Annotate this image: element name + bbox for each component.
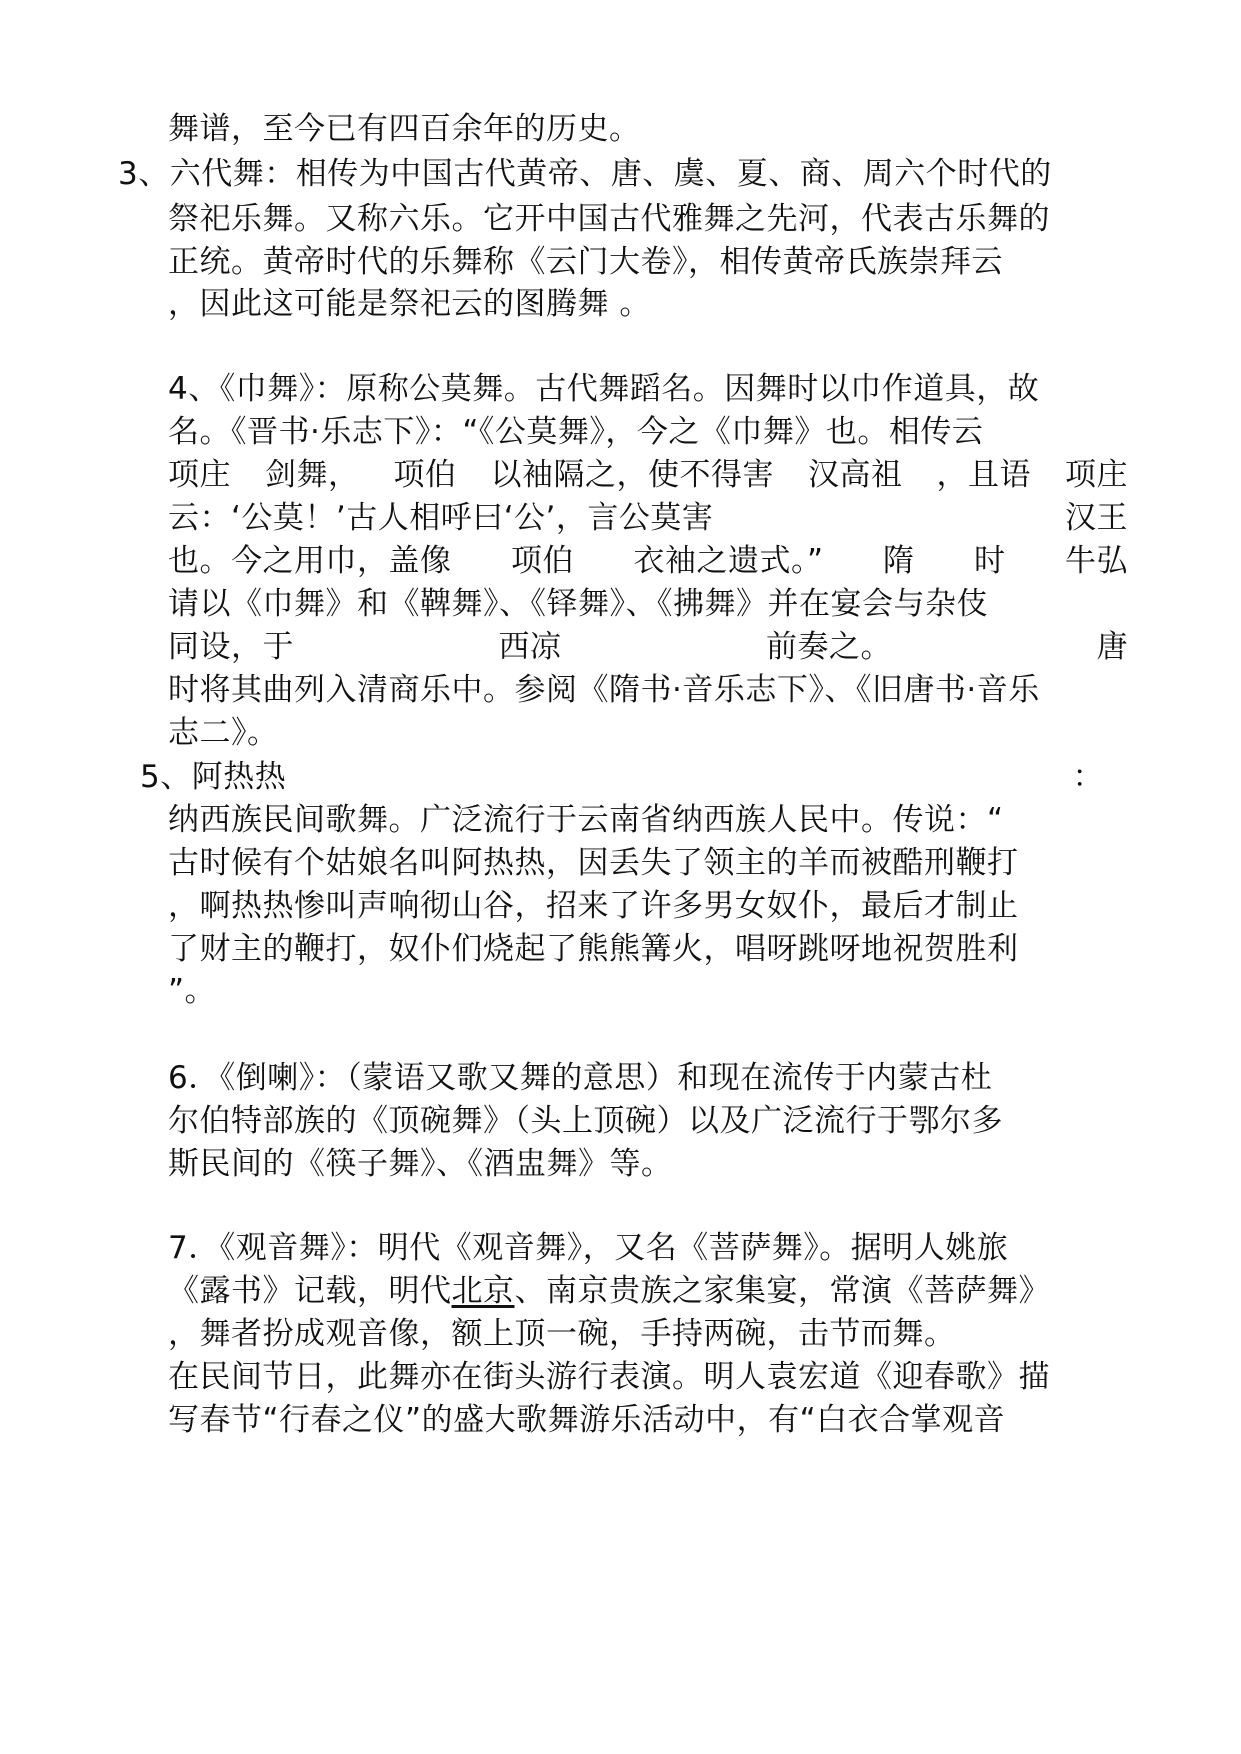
text-line: 尔伯特部族的《顶碗舞》（头上顶碗）以及广泛流行于鄂尔多 — [168, 1103, 1003, 1139]
text-line: 写春节“行春之仪”的盛大歌舞游乐活动中，有“白衣合掌观音 — [168, 1402, 1006, 1438]
text-line: 古时候有个姑娘名叫阿热热，因丢失了领主的羊而被酷刑鞭打 — [168, 845, 1019, 881]
text-segment: ，且语 — [936, 457, 1031, 493]
text-line: 6．《倒喇》：（蒙语又歌又舞的意思）和现在流传于内蒙古杜 — [168, 1060, 993, 1096]
text-line — [168, 1268, 1128, 1314]
text-segment: 唐 — [1096, 629, 1128, 665]
text-line: 请以《巾舞》和《鞞舞》、《铎舞》、《拂舞》并在宴会与杂伎 — [168, 586, 988, 622]
text-line — [140, 754, 1104, 800]
text-segment: 项伯 — [510, 543, 574, 579]
text-segment: 前奏之。 — [766, 629, 892, 665]
text-segment: 衣袖之遗式。” — [633, 543, 824, 579]
text-line — [168, 452, 1128, 498]
text-segment: 以袖隔之，使不得害 — [490, 457, 774, 493]
text-line: 3、六代舞：相传为中国古代黄帝、唐、虞、夏、商、周六个时代的 — [118, 156, 1052, 192]
text-line: 舞谱，至今已有四百余年的历史。 — [168, 111, 641, 147]
text-line — [168, 538, 1128, 584]
text-line: 名。《晋书·乐志下》：“《公莫舞》，今之《巾舞》也。相传云 — [168, 414, 984, 450]
text-line: 志二》。 — [168, 715, 279, 751]
text-segment: 剑舞， — [265, 457, 360, 493]
text-line: ，啊热热惨叫声响彻山谷，招来了许多男女奴仆，最后才制止 — [168, 888, 1019, 924]
text-segment: 牛弘 — [1064, 543, 1128, 579]
text-segment: 项伯 — [393, 457, 457, 493]
text-line: ，因此这可能是祭祀云的图腾舞 。 — [168, 286, 651, 322]
text-line: ”。 — [168, 973, 217, 1009]
text-line — [168, 624, 1128, 670]
text-segment: 同设，于 — [168, 629, 294, 665]
text-line: 时将其曲列入清商乐中。参阅《隋书·音乐志下》、《旧唐书·音乐 — [168, 672, 1040, 708]
text-segment: ： — [1072, 759, 1104, 795]
text-line: 祭祀乐舞。又称六乐。它开中国古代雅舞之先河，代表古乐舞的 — [168, 201, 1050, 237]
text-segment: 西凉 — [498, 629, 562, 665]
underlined-term: 北京 — [451, 1273, 515, 1309]
text-line: 了财主的鞭打，奴仆们烧起了熊熊篝火，唱呀跳呀地祝贺胜利 — [168, 931, 1019, 967]
text-segment: 汉高祖 — [808, 457, 903, 493]
text-segment: 也。今之用巾，盖像 — [168, 543, 452, 579]
text-line — [168, 495, 1128, 541]
text-line: ，舞者扮成观音像，额上顶一碗，手持两碗，击节而舞。 — [168, 1316, 956, 1352]
text-segment: 隋 — [883, 543, 915, 579]
text-segment: 项庄 — [168, 457, 231, 493]
text-segment: 、南京贵族之家集宴，常演《菩萨舞》 — [514, 1273, 1050, 1309]
text-line: 斯民间的《筷子舞》、《酒盅舞》等。 — [168, 1146, 673, 1182]
text-segment: 汉王 — [1065, 500, 1128, 536]
text-segment: 项庄 — [1065, 457, 1128, 493]
text-line: 正统。黄帝时代的乐舞称《云门大卷》，相传黄帝氏族崇拜云 — [168, 244, 1003, 280]
text-segment: 《露书》记载，明代 — [168, 1273, 452, 1309]
text-segment: 云：‘公莫！’古人相呼曰‘公’，言公莫害 — [168, 500, 714, 536]
text-line: 在民间节日，此舞亦在街头游行表演。明人袁宏道《迎春歌》描 — [168, 1359, 1050, 1395]
text-line: 4、《巾舞》：原称公莫舞。古代舞蹈名。因舞时以巾作道具，故 — [168, 371, 1040, 407]
text-line: 纳西族民间歌舞。广泛流行于云南省纳西族人民中。传说：“ — [168, 802, 1004, 838]
text-segment: 时 — [974, 543, 1006, 579]
text-segment: 5、阿热热 — [140, 759, 287, 795]
text-line: 7．《观音舞》：明代《观音舞》，又名《菩萨舞》。据明人姚旅 — [168, 1230, 1009, 1266]
